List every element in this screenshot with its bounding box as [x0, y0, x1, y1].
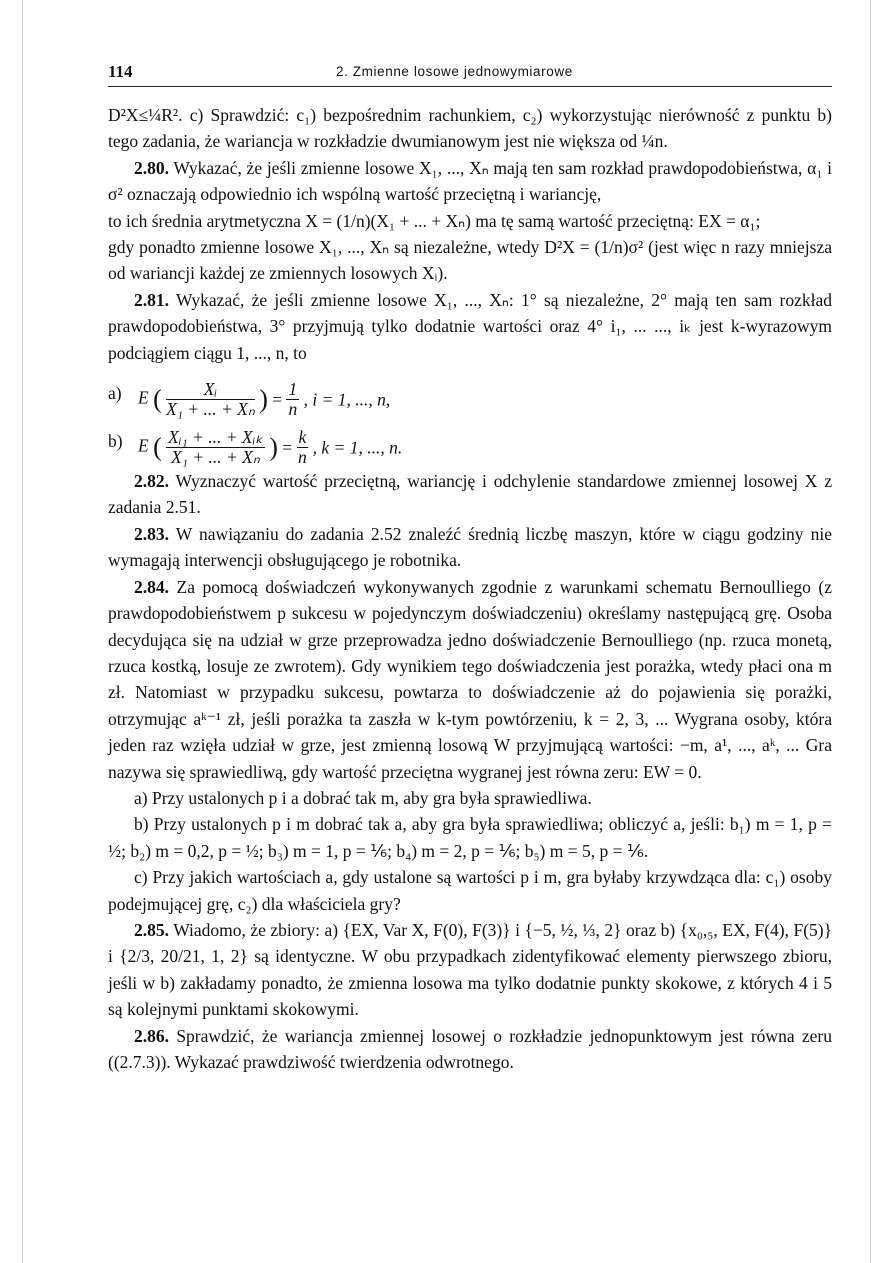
expectation-symbol: E: [138, 387, 149, 408]
problem-number: 2.81.: [134, 289, 169, 310]
problem-2-80-variance: gdy ponadto zmienne losowe X₁, ..., Xₙ są niezależne, wtedy D²X = (1/n)σ² (jest więc n razy mniejsza od wariancji każdej ze zmiennych losowych Xᵢ).: [108, 237, 832, 284]
problem-number: 2.85.: [134, 919, 169, 940]
formula-body: E ( $\frac{\text{Xᵢ}}{\text{X₁ + ... + Xₙ}}$ ) = $\frac{1}{n}$ , i = 1, ..., n,: [138, 379, 391, 420]
numerator: Xᵢ₁ + ... + Xᵢₖ: [168, 427, 263, 448]
denominator: X₁ + ... + Xₙ: [166, 399, 255, 420]
page-number: 114: [108, 62, 133, 81]
problem-number: 2.86.: [134, 1025, 169, 1046]
formula-b: [108, 420, 832, 468]
problem-text: Sprawdzić, że wariancja zmiennej losowej o rozkładzie jednopunktowym jest równa zeru ((2.7.3)). Wykazać prawdziwość twierdzenia odwrotnego.: [108, 1025, 832, 1072]
problem-text: Wykazać, że jeśli zmienne losowe X₁, ..., Xₙ mają ten sam rozkład prawdopodobieństwa, α₁ i σ² oznaczają odpowiednio ich wspólną wartość przeciętną i wariancję,: [108, 157, 833, 205]
running-head: 2. Zmienne losowe jednowymiarowe: [336, 64, 573, 79]
problem-2-84-part-c: c) Przy jakich wartościach a, gdy ustalone są wartości p i m, gra byłaby krzywdząca dla: c₁) osoby podejmującej grę, c₂) dla właściciela gry?: [108, 867, 832, 914]
problem-2-84-part-a: a) Przy ustalonych p i a dobrać tak m, aby gra była sprawiedliwa.: [134, 787, 592, 808]
problem-2-83: [108, 521, 832, 574]
page-header: [108, 60, 832, 87]
problem-number: 2.83.: [134, 523, 169, 544]
rhs-fraction: [297, 428, 309, 467]
rhs-fraction: [286, 380, 299, 419]
problem-number: 2.80.: [134, 157, 169, 178]
denominator: X₁ + ... + Xₙ: [171, 447, 260, 468]
problem-2-86: [108, 1023, 832, 1076]
problem-2-80: [108, 155, 832, 208]
formula-a: [108, 372, 832, 420]
problem-2-82: [108, 468, 832, 521]
page-edge-left: [22, 0, 23, 1263]
formula-label: b): [108, 431, 123, 452]
formula-body: E ( $\frac{\text{Xᵢ₁ + ... + Xᵢₖ}}{\text{X₁ + ... + Xₙ}}$ ) = $\frac{k}{n}$ , k = 1, ..., n.: [138, 427, 403, 468]
problem-text: Wiadomo, że zbiory: a) {EX, Var X, F(0), F(3)} i {−5, ½, ⅓, 2} oraz b) {x₀,₅, EX, F(4), F(5)} i {2/3, 20/21, 1, 2} są identyczne. W obu przypadkach zidentyfikować elementy pierwszego zbioru, jeśli w b) zakładamy ponadto, że zmienna losowa ma tylko dodatnie punkty skokowe, z których 4 i 5 są kolejnymi punktami skokowymi.: [108, 919, 832, 1020]
problem-2-84-part-b: b) Przy ustalonych p i m dobrać tak a, aby gra była sprawiedliwa; obliczyć a, jeśli: b₁) m = 1, p = ½; b₂) m = 0,2, p = ½; b₃) m = 1, p = ⅙; b₄) m = 2, p = ⅙; b₅) m = 5, p = ⅙.: [108, 814, 832, 861]
problem-text: Za pomocą doświadczeń wykonywanych zgodnie z warunkami schematu Bernoulliego (z prawdopodobieństwem p sukcesu w pojedynczym doświadczeniu) określamy następującą grę. Osoba decydująca się na udział w grze przeprowadza jedno doświadczenie Bernoulliego (np. rzuca monetą, rzuca kostką, losuje ze zwrotem). Gdy wynikiem tego doświadczenia jest porażka, wtedy płaci ona m zł. Natomiast w przypadku sukcesu, powtarza to doświadczenie aż do pojawienia się porażki, otrzymując aᵏ⁻¹ zł, jeśli porażka ta zaszła w k-tym powtórzeniu, k = 2, 3, ... Wygrana osoby, która jeden raz wzięła udział w grze, jest zmienną losową W przyjmującą wartości: −m, a¹, ..., aᵏ, ... Gra nazywa się sprawiedliwą, gdy wartość przeciętna wygranej jest równa zeru: EW = 0.: [108, 576, 832, 782]
rhs-denominator: n: [288, 399, 298, 420]
problem-text: W nawiązaniu do zadania 2.52 znaleźć średnią liczbę maszyn, które w ciągu godziny nie wymagają interwencji obsługującego je robotnika.: [108, 523, 833, 571]
fraction: [166, 380, 255, 419]
paragraph-continuation: D²X≤¼R². c) Sprawdzić: c₁) bezpośrednim rachunkiem, c₂) wykorzystując nierówność z punktu b) tego zadania, że wariancja w rozkładzie dwumianowym jest nie większa od ¼n.: [108, 105, 832, 152]
problem-2-84: [108, 574, 832, 785]
problem-number: 2.82.: [134, 471, 169, 492]
problem-text: Wykazać, że jeśli zmienne losowe X₁, ..., Xₙ: 1° są niezależne, 2° mają ten sam rozkład prawdopodobieństwa, 3° przyjmują tylko dodatnie wartości oraz 4° i₁, ... ..., iₖ jest k-wyrazowym podciągiem ciągu 1, ..., n, to: [108, 289, 832, 363]
formula-tail: , i = 1, ..., n,: [303, 389, 391, 410]
rhs-denominator: n: [298, 447, 307, 468]
fraction: [166, 428, 265, 467]
expectation-symbol: E: [138, 435, 149, 456]
problem-2-81: [108, 287, 832, 366]
numerator: Xᵢ: [166, 380, 255, 400]
problem-number: 2.84.: [134, 576, 169, 597]
rhs-numerator: 1: [288, 379, 298, 400]
problem-2-85: [108, 917, 832, 1023]
page-edge-right: [870, 0, 871, 1263]
formula-label: a): [108, 383, 122, 404]
formula-tail: , k = 1, ..., n.: [312, 437, 403, 458]
problem-2-80-mean: to ich średnia arytmetyczna X = (1/n)(X₁ + ... + Xₙ) ma tę samą wartość przeciętną: EX = α₁;: [108, 210, 761, 231]
page-content: [108, 102, 832, 1075]
problem-text: Wyznaczyć wartość przeciętną, wariancję i odchylenie standardowe zmiennej losowej X z zadania 2.51.: [108, 471, 833, 518]
rhs-numerator: k: [298, 427, 307, 448]
